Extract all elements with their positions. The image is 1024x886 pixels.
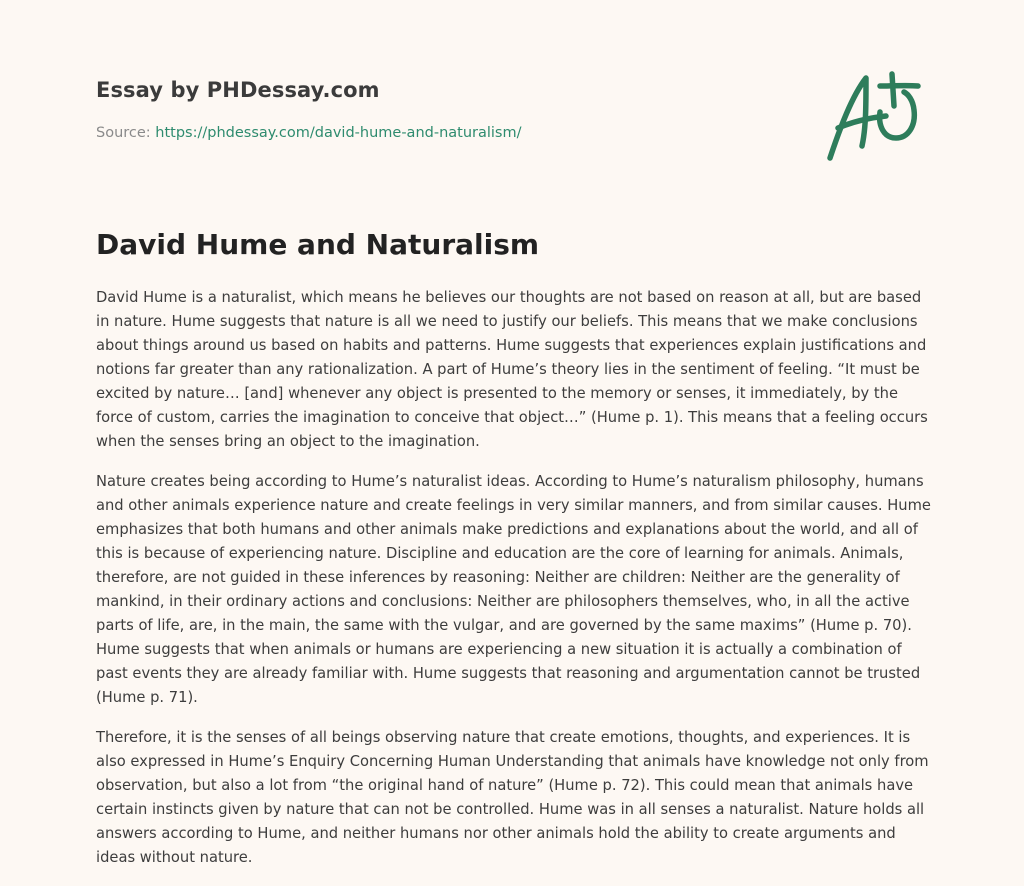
essay-header — [96, 76, 796, 143]
essay-paragraph: Nature creates being according to Hume’s naturalist ideas. According to Hume’s naturalism philosophy, humans and other animals experience nature and create feelings in very similar manners, and from similar causes. Hume emphasizes that both humans and other animals make predictions and explanations about the world, and all of this is because of experiencing nature. Discipline and education are the core of learning for animals. Animals, therefore, are not guided in these inferences by reasoning: Neither are children: Neither are the generality of mankind, in their ordinary actions and conclusions: Neither are philosophers themselves, who, in all the active parts of life, are, in the main, the same with the vulgar, and are governed by the same maxims” (Hume p. 70). Hume suggests that when animals or humans are experiencing a new situation it is actually a combination of past events they are already familiar with. Hume suggests that reasoning and argumentation cannot be trusted (Hume p. 71). — [96, 473, 931, 706]
essay-paragraph: Therefore, it is the senses of all beings observing nature that create emotions, thoughts, and experiences. It is also expressed in Hume’s Enquiry Concerning Human Understanding that animals have knowledge not only from observation, but also a lot from “the original hand of nature” (Hume p. 72). This could mean that animals have certain instincts given by nature that can not be controlled. Hume was in all senses a naturalist. Nature holds all answers according to Hume, and neither humans nor other animals hold the ability to create arguments and ideas without nature. — [96, 729, 929, 866]
brand-title: Essay by PHDessay.com — [96, 78, 380, 102]
essay-body — [96, 286, 932, 886]
essay-title: David Hume and Naturalism — [96, 228, 540, 261]
source-link[interactable]: https://phdessay.com/david-hume-and-naturalism/ — [155, 125, 522, 141]
essay-paragraph: David Hume is a naturalist, which means he believes our thoughts are not based on reason at all, but are based in nature. Hume suggests that nature is all we need to justify our beliefs. This means that we make conclusions about things around us based on habits and patterns. Hume suggests that experiences explain justifications and notions far greater than any rationalization. A part of Hume’s theory lies in the sentiment of feeling. “It must be excited by nature… [and] whenever any object is presented to the memory or senses, it immediately, by the force of custom, carries the imagination to conceive that object…” (Hume p. 1). This means that a feeling occurs when the senses bring an object to the imagination. — [96, 289, 928, 450]
a-plus-grade-icon — [822, 66, 932, 166]
source-line — [96, 123, 796, 143]
source-label: Source: — [96, 125, 151, 141]
